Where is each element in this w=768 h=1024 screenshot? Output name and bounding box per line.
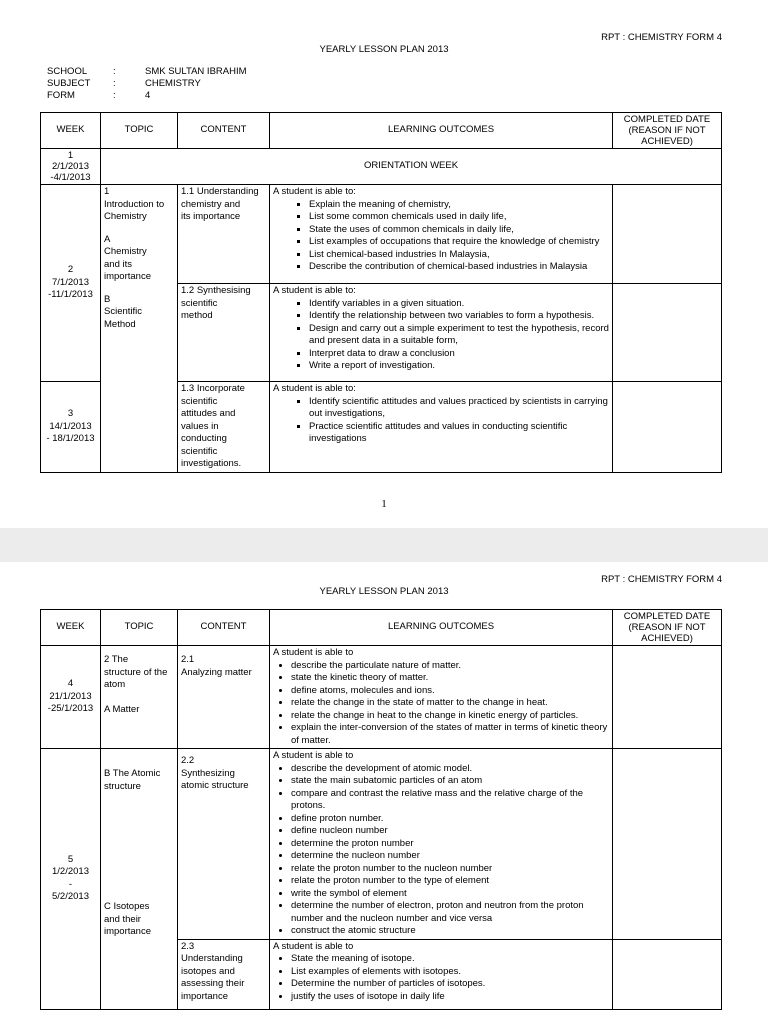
outcomes-intro: A student is able to (273, 750, 354, 761)
info-row-school (47, 66, 247, 78)
outcomes-intro: A student is able to: (273, 186, 356, 197)
header-outcomes: LEARNING OUTCOMES (270, 113, 613, 149)
completed-cell (613, 749, 722, 940)
header-week: WEEK (41, 610, 101, 646)
list-item: • describe the development of atomic model. (291, 763, 609, 776)
completed-cell (613, 939, 722, 1009)
info-sep: : (113, 78, 116, 89)
header-completed: COMPLETED DATE (REASON IF NOT ACHIEVED) (613, 113, 722, 149)
header-completed: COMPLETED DATE (REASON IF NOT ACHIEVED) (613, 610, 722, 646)
info-value: 4 (145, 90, 151, 101)
info-label: FORM (47, 90, 75, 101)
completed-cell (613, 284, 722, 382)
outcomes-intro: A student is able to (273, 940, 354, 952)
info-label: SUBJECT (47, 78, 91, 89)
outcomes-cell (270, 284, 613, 382)
header-row (41, 610, 722, 646)
info-value: CHEMISTRY (145, 78, 201, 89)
list-item: • determine the proton number (291, 838, 609, 851)
page-separator (0, 528, 768, 562)
topic-sub-a: A Chemistry and its importance (104, 233, 151, 282)
school-info (47, 66, 247, 102)
content-cell: 1.1 Understanding chemistry and its importance (178, 185, 270, 284)
list-item: • explain the inter-conversion of the states of matter in terms of kinetic theory of matter. (291, 722, 609, 747)
list-item: • define atoms, molecules and ions. (291, 685, 609, 698)
outcomes-list (273, 199, 609, 274)
info-label: SCHOOL (47, 66, 88, 77)
topic-cell: 2 The structure of the atom A Matter (101, 646, 178, 749)
content-cell: 2.1 Analyzing matter (178, 646, 270, 749)
week-cell: 2 7/1/2013 -11/1/2013 (41, 185, 101, 382)
outcomes-list (273, 953, 609, 1003)
week-cell: 1 2/1/2013 -4/1/2013 (41, 149, 101, 185)
info-sep: : (113, 66, 116, 77)
outcomes-cell (270, 646, 613, 749)
header-topic: TOPIC (101, 610, 178, 646)
orientation-week: ORIENTATION WEEK (101, 149, 722, 185)
list-item: ▪ Identify variables in a given situation. (309, 298, 609, 311)
week-row-1 (41, 149, 722, 185)
list-item: ▪ Practice scientific attitudes and values in conducting scientific investigations (309, 421, 609, 446)
page-title: YEARLY LESSON PLAN 2013 (319, 44, 449, 55)
header-outcomes: LEARNING OUTCOMES (270, 610, 613, 646)
list-item: • justify the uses of isotope in daily life (291, 991, 609, 1004)
lesson-plan-table-1 (40, 112, 722, 473)
info-sep: : (113, 90, 116, 101)
content-cell: 2.3 Understanding isotopes and assessing their importance (178, 939, 270, 1009)
outcomes-list (273, 763, 609, 938)
list-item: • relate the proton number to the nucleon number (291, 863, 609, 876)
list-item: • determine the nucleon number (291, 850, 609, 863)
rpt-label: RPT : CHEMISTRY FORM 4 (601, 32, 722, 43)
content-cell: 1.2 Synthesising scientific method (178, 284, 270, 382)
list-item: ▪ Identify scientific attitudes and values practiced by scientists in carrying out investigations, (309, 396, 609, 421)
list-item: • relate the change in the state of matter to the change in heat. (291, 697, 609, 710)
list-item: • compare and contrast the relative mass and the relative charge of the protons. (291, 788, 609, 813)
outcomes-list (273, 298, 609, 373)
list-item: ▪ Interpret data to draw a conclusion (309, 348, 609, 361)
outcomes-intro: A student is able to (273, 647, 354, 658)
header-content: CONTENT (178, 610, 270, 646)
outcomes-list (273, 660, 609, 748)
topic-cell (101, 749, 178, 1010)
list-item: ▪ Write a report of investigation. (309, 360, 609, 373)
outcomes-cell (270, 939, 613, 1009)
header-week: WEEK (41, 113, 101, 149)
list-item: • define proton number. (291, 813, 609, 826)
header-row (41, 113, 722, 149)
content-cell: 1.3 Incorporate scientific attitudes and values in conducting scientific investigations. (178, 382, 270, 473)
topic-sub-b: B Scientific Method (104, 293, 143, 330)
week-row-5a (41, 749, 722, 940)
list-item: • Determine the number of particles of isotopes. (291, 978, 609, 991)
list-item: • state the kinetic theory of matter. (291, 672, 609, 685)
list-item: • define nucleon number (291, 825, 609, 838)
list-item: • List examples of elements with isotopes. (291, 966, 609, 979)
outcomes-list (273, 396, 609, 446)
list-item: ▪ Explain the meaning of chemistry, (309, 199, 609, 212)
list-item: • relate the change in heat to the change in kinetic energy of particles. (291, 710, 609, 723)
list-item: ▪ Identify the relationship between two variables to form a hypothesis. (309, 310, 609, 323)
week-cell: 5 1/2/2013 - 5/2/2013 (41, 749, 101, 1010)
outcomes-cell (270, 749, 613, 940)
info-row-form (47, 90, 247, 102)
list-item: ▪ Describe the contribution of chemical-based industries in Malaysia (309, 261, 609, 274)
completed-cell (613, 185, 722, 284)
list-item: • write the symbol of element (291, 888, 609, 901)
list-item: • describe the particulate nature of matter. (291, 660, 609, 673)
topic-sub-b: B The Atomic structure (104, 768, 161, 792)
page-number: 1 (381, 498, 387, 510)
completed-cell (613, 646, 722, 749)
outcomes-intro: A student is able to: (273, 285, 356, 296)
list-item: • State the meaning of isotope. (291, 953, 609, 966)
lesson-plan-table-2 (40, 609, 722, 1010)
list-item: ▪ List examples of occupations that require the knowledge of chemistry (309, 236, 609, 249)
header-topic: TOPIC (101, 113, 178, 149)
list-item: ▪ Design and carry out a simple experiment to test the hypothesis, record and present data in a suitable form, (309, 323, 609, 348)
week-cell: 4 21/1/2013 -25/1/2013 (41, 646, 101, 749)
list-item: • relate the proton number to the type of element (291, 875, 609, 888)
completed-cell (613, 382, 722, 473)
info-row-subject (47, 78, 247, 90)
list-item: ▪ List some common chemicals used in daily life, (309, 211, 609, 224)
page-title: YEARLY LESSON PLAN 2013 (319, 586, 449, 597)
week-row-4 (41, 646, 722, 749)
content-cell: 2.2 Synthesizing atomic structure (178, 749, 270, 940)
list-item: • state the main subatomic particles of an atom (291, 775, 609, 788)
outcomes-intro: A student is able to: (273, 383, 356, 394)
list-item: ▪ List chemical-based industries In Malaysia, (309, 249, 609, 262)
info-value: SMK SULTAN IBRAHIM (145, 66, 247, 77)
header-content: CONTENT (178, 113, 270, 149)
outcomes-cell (270, 382, 613, 473)
week-cell: 3 14/1/2013 - 18/1/2013 (41, 382, 101, 473)
topic-cell (101, 185, 178, 473)
list-item: • construct the atomic structure (291, 925, 609, 938)
outcomes-cell (270, 185, 613, 284)
list-item: • determine the number of electron, proton and neutron from the proton number and the nucleon number and vice versa (291, 900, 609, 925)
rpt-label: RPT : CHEMISTRY FORM 4 (601, 574, 722, 585)
list-item: ▪ State the uses of common chemicals in daily life, (309, 224, 609, 237)
topic-title: 1 Introduction to Chemistry (104, 186, 165, 222)
topic-sub-c: C Isotopes and their importance (104, 901, 151, 937)
week-row-2a (41, 185, 722, 284)
